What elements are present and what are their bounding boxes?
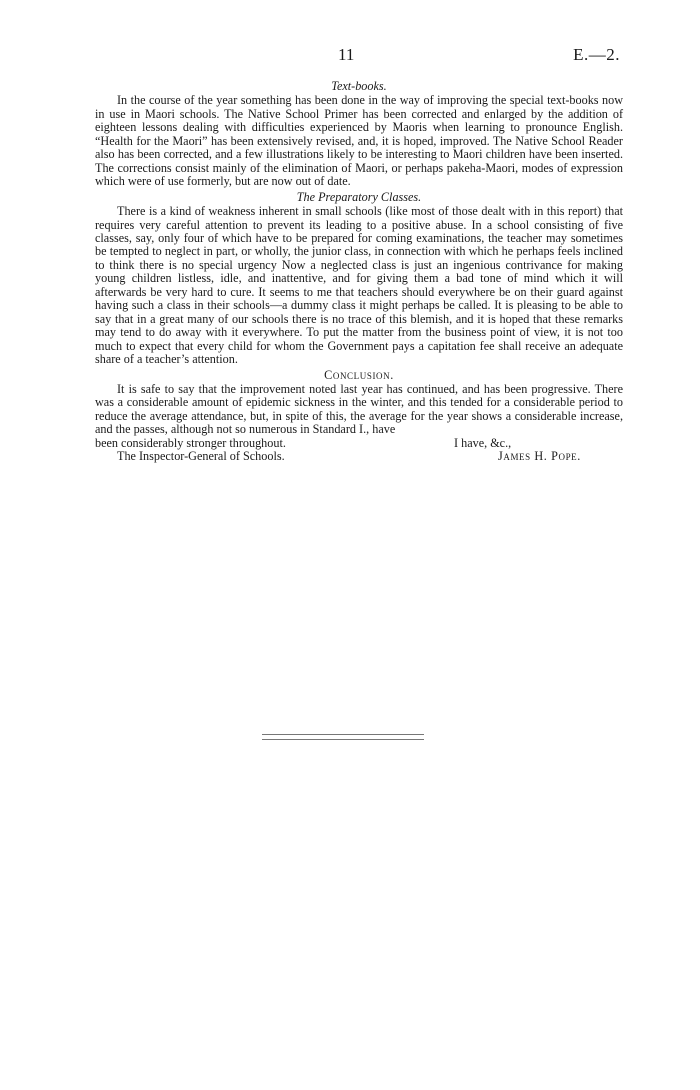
conclusion-last-line: been considerably stronger throughout. (95, 435, 286, 450)
page-header (0, 44, 700, 68)
section-heading-conclusion: Conclusion. (324, 367, 394, 382)
signature: James H. Pope. (498, 449, 581, 464)
end-rule (262, 734, 424, 740)
paragraph-conclusion: It is safe to say that the improvement noted last year has continued, and has been progressive. There was a considerable amount of epidemic sickness in the winter, and this tended for a considerable period to reduce the average attendance, but, in spite of this, the average for the year shows a considerable increase, and the passes, although not so numerous in Standard I., have (95, 381, 623, 437)
paragraph-preparatory-classes: There is a kind of weakness inherent in small schools (like most of those dealt with in this report) that requires very careful attention to prevent its leading to a positive abuse. In a school consisting of five classes, say, only four of which have to be prepared for coming examinations, the teacher may sometimes be tempted to neglect in part, or wholly, the junior class, in connection with which he perhaps feels inclined to think there is no special urgency Now a neglected class is just an ingenious contrivance for making young children listless, idle, and inattentive, and for giving them a bad tone of mind which it will afterwards be very hard to cure. It seems to me that teachers should everywhere be on their guard against having such a class in their schools—a dummy class it might perhaps be called. It is pleasing to be able to say that in a great many of our schools there is no trace of this blemish, and it is hoped that these remarks may tend to do away with it everywhere. To put the matter from the business point of view, it is not too much to expect that every child for whom the Government pays a capitation fee shall receive an adequate share of a teacher’s attention. (95, 204, 623, 367)
document-body (95, 80, 623, 464)
paragraph-text-books: In the course of the year something has been done in the way of improving the special text-books now in use in Maori schools. The Native School Primer has been corrected and enlarged by the addition of eighteen lessons dealing with difficulties experienced by Maoris when learning to pronounce English. “Health for the Maori” has been extensively revised, and, it is hoped, improved. The Native School Reader also has been corrected, and a few illustrations likely to be interesting to Maori children have been inserted. The corrections consist mainly of the elimination of Maori, or perhaps pakeha-Maori, modes of expression which were of use formerly, but are now out of date. (95, 93, 623, 189)
salutation: I have, &c., (454, 435, 512, 450)
page-number: 11 (338, 45, 355, 64)
closing-row (95, 437, 623, 450)
paper-reference: E.—2. (573, 45, 620, 64)
section-heading-text-books: Text-books. (331, 79, 387, 93)
section-heading-preparatory-classes: The Preparatory Classes. (296, 189, 422, 204)
signature-row (95, 450, 623, 463)
addressee: The Inspector-General of Schools. (117, 449, 285, 464)
